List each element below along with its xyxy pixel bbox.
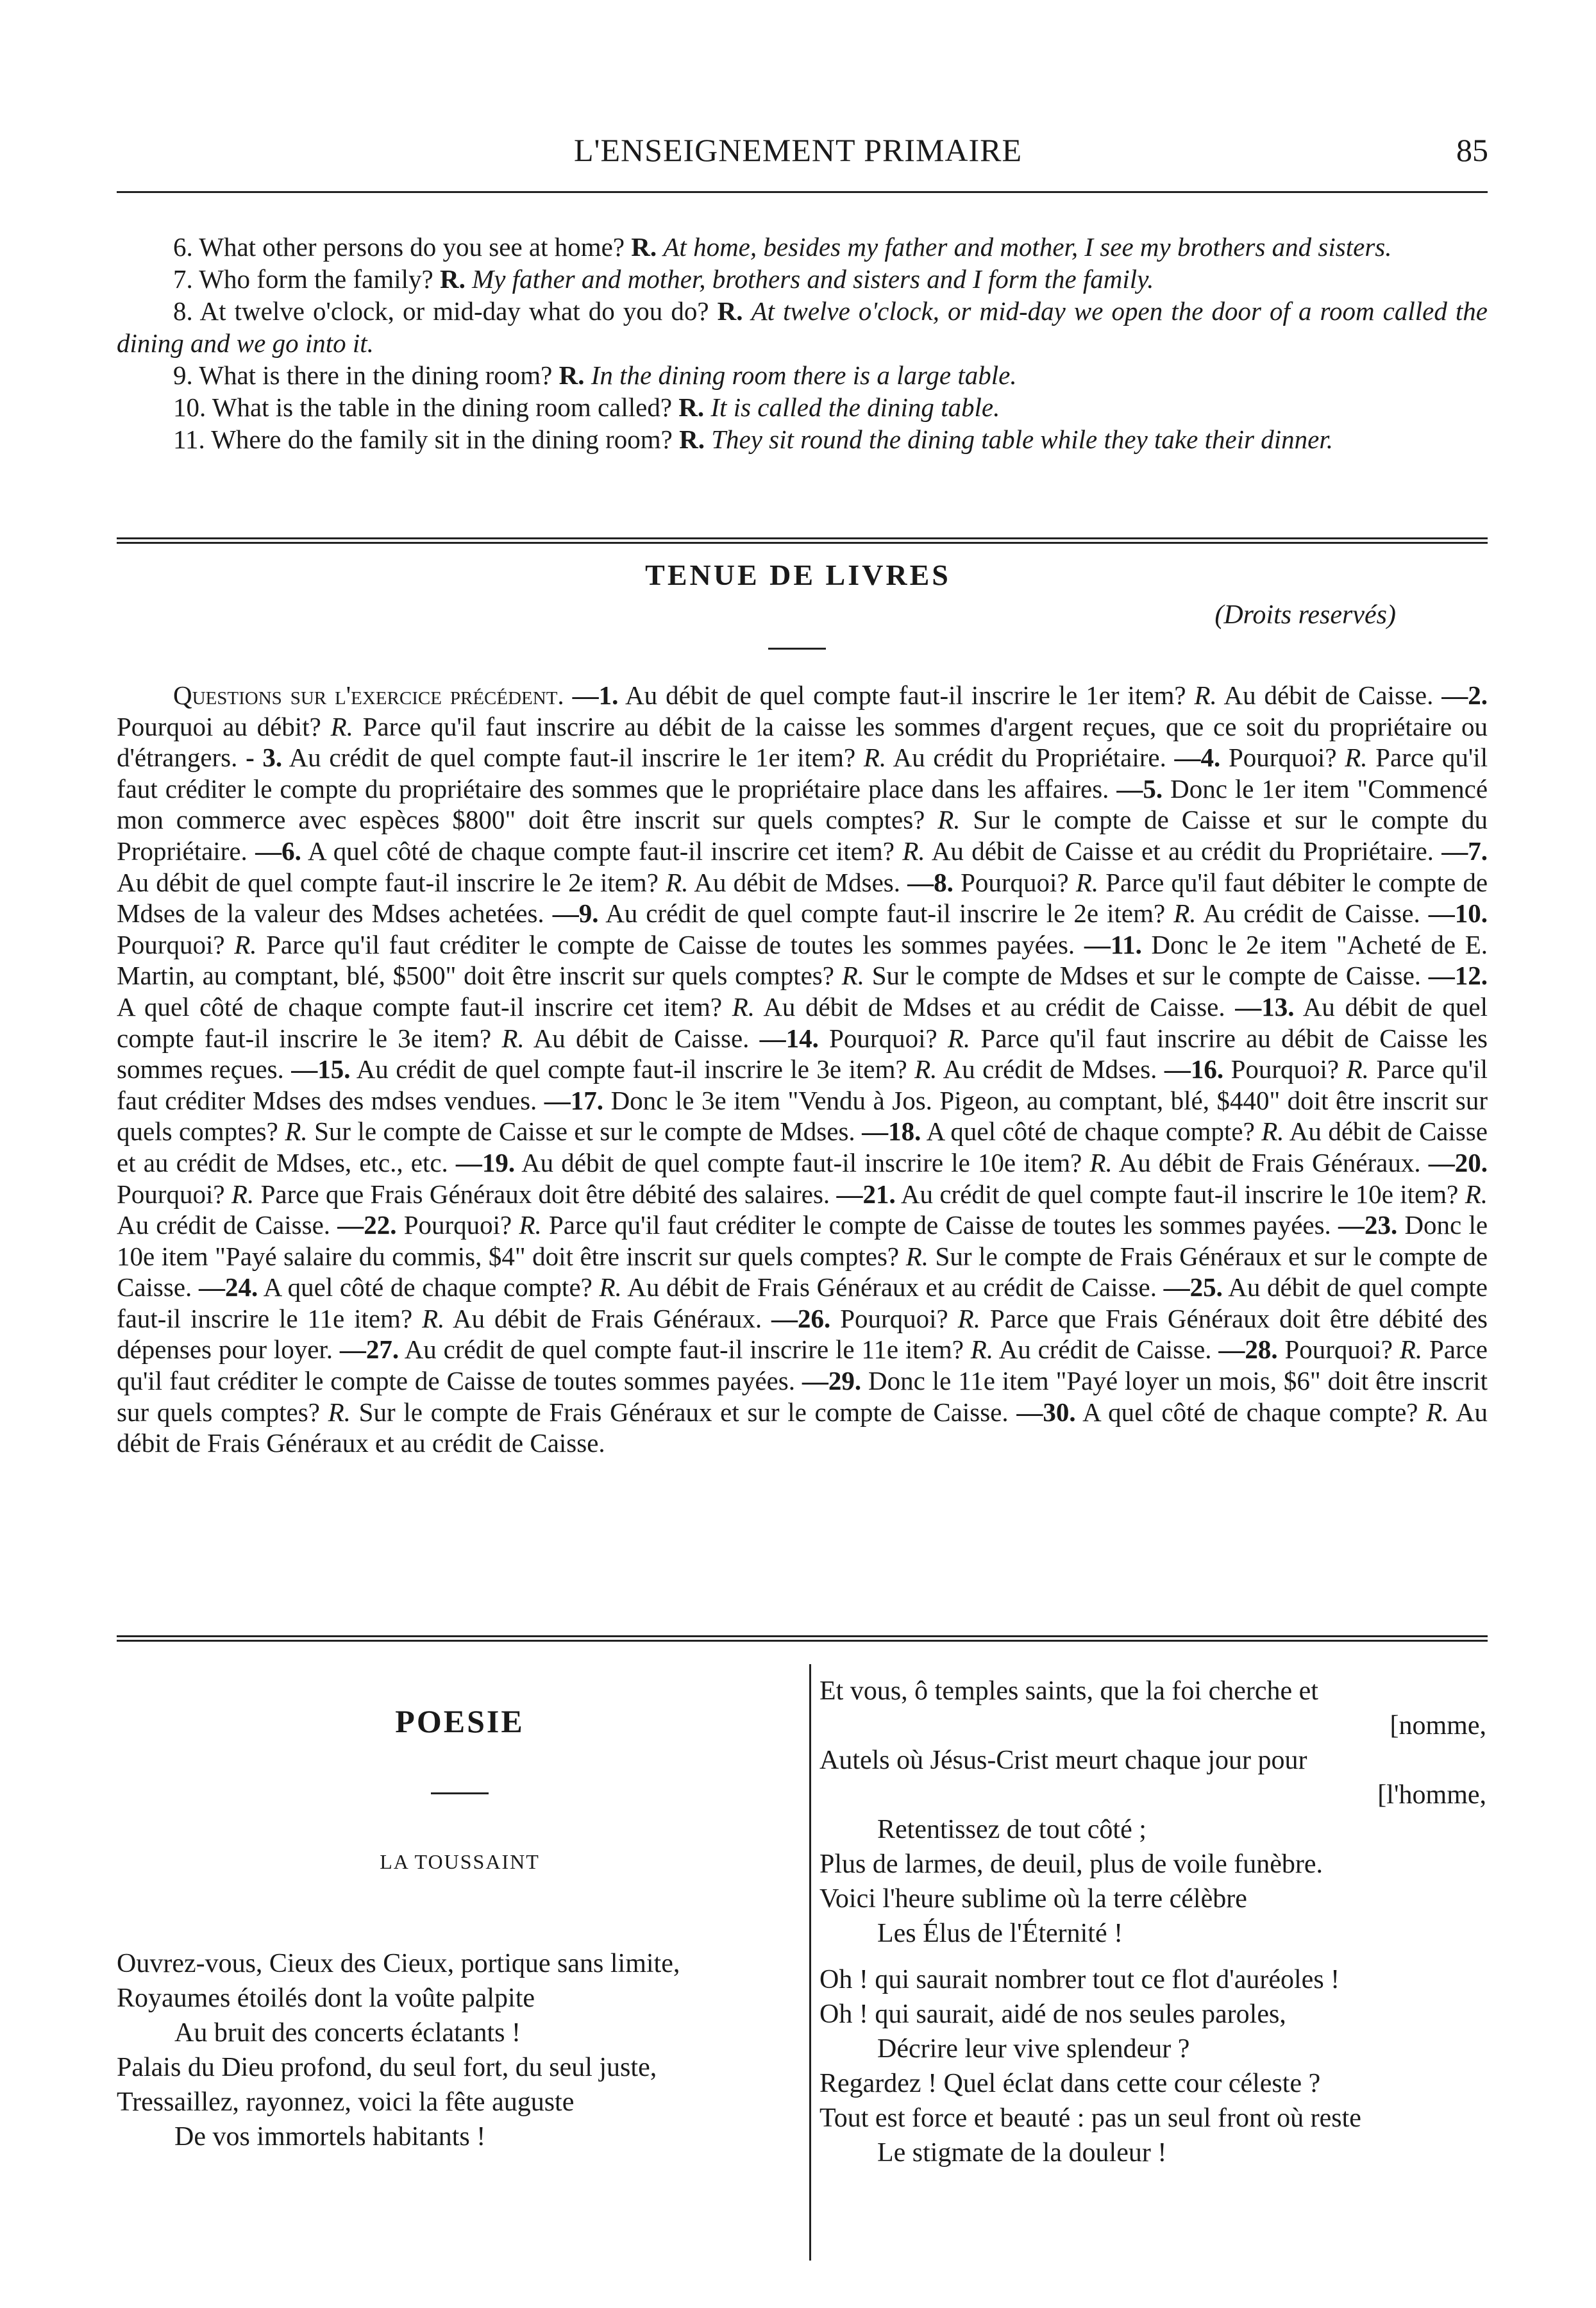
r-marker: R. (678, 392, 705, 422)
question: Pourquoi? (1228, 743, 1337, 773)
question-number: —14. (759, 1023, 819, 1053)
r-marker: R. (717, 296, 743, 326)
question: A quel côté de chaque compte? (926, 1116, 1255, 1147)
poem-line: Tressaillez, rayonnez, voici la fête auguste (117, 2087, 575, 2117)
section-double-rule-2 (117, 1635, 1488, 1642)
question-number: —8. (907, 867, 953, 897)
question-number: —21. (836, 1179, 896, 1209)
question: Donc le 11e item "Payé loyer un mois, $6" doit être inscrit sur quels comptes? (117, 1366, 1488, 1427)
question: Pourquoi au débit? (117, 711, 321, 741)
question-number: —22. (337, 1210, 397, 1240)
question: Au crédit de quel compte faut-il inscrire le 10e item? (900, 1179, 1459, 1209)
question: Pourquoi? (117, 1179, 225, 1209)
r-marker: R. (1089, 1147, 1113, 1177)
question: A quel côté de chaque compte faut-il inscrire cet item? (117, 991, 723, 1022)
poem-line: [l'homme, (1377, 1780, 1486, 1810)
r-marker: R. (1194, 680, 1217, 710)
question: 7. Who form the family? (173, 264, 433, 294)
answer: Au crédit de Mdses. (943, 1054, 1157, 1084)
question: Donc le 1er item "Commencé mon commerce avec espèces $800" doit être inscrit sur quels comptes? (117, 773, 1488, 835)
question: Au crédit de quel compte faut-il inscrire le 1er item? (289, 743, 856, 773)
qa-8 (117, 295, 1488, 359)
question-number: —2. (1441, 680, 1488, 710)
qa-item (284, 1054, 1157, 1084)
question-number: —4. (1174, 743, 1221, 773)
r-marker: R. (285, 1116, 308, 1147)
question-number: —6. (255, 836, 301, 866)
r-marker: R. (1465, 1179, 1488, 1209)
poem-line: Regardez ! Quel éclat dans cette cour céleste ? (819, 2069, 1321, 2098)
question: Au débit de quel compte faut-il inscrire le 10e item? (521, 1147, 1082, 1177)
question: Donc le 10e item "Payé salaire du commis, $4" doit être inscrit sur quels comptes? (117, 1210, 1488, 1271)
r-marker: R. (1075, 867, 1099, 897)
question: Donc le 2e item "Acheté de E. Martin, au comptant, blé, $500" doit être inscrit sur quels comptes? (117, 929, 1488, 991)
question: Au débit de quel compte faut-il inscrire le 2e item? (117, 867, 659, 897)
question: Pourquoi? (961, 867, 1069, 897)
question: Pourquoi? (117, 929, 225, 959)
r-marker: R. (1345, 743, 1368, 773)
r-marker: R. (957, 1303, 980, 1333)
question-number: —16. (1164, 1054, 1224, 1084)
poem-line: Ouvrez-vous, Cieux des Cieux, portique sans limite, (117, 1949, 680, 1978)
question-number: - 3. (246, 743, 283, 773)
question-number: —23. (1338, 1210, 1398, 1240)
question-number: —27. (339, 1335, 399, 1365)
r-marker: R. (1426, 1397, 1449, 1427)
r-marker: R. (1261, 1116, 1284, 1147)
poem-line: Autels où Jésus-Crist meurt chaque jour pour (819, 1746, 1307, 1775)
question-number: —12. (1428, 961, 1488, 991)
poem-left-column (117, 1946, 803, 2154)
r-marker: R. (1346, 1054, 1369, 1084)
r-marker: R. (501, 1023, 525, 1053)
r-marker: R. (234, 929, 257, 959)
answer: Parce qu'il faut créditer le compte du propriétaire des sommes que le propriétaire place dans les affaires. (117, 743, 1488, 804)
question-number: —25. (1163, 1272, 1223, 1302)
qa-item (544, 898, 1420, 928)
questions-intro: Questions sur l'exercice précédent. (173, 680, 564, 710)
answer: Sur le compte de Frais Généraux et sur le compte de Caisse. (117, 1241, 1488, 1302)
qa-item (192, 1272, 1157, 1302)
question-number: —9. (552, 898, 599, 929)
r-marker: R. (231, 1179, 255, 1209)
poem-line: Tout est force et beauté : pas un seul front où reste (819, 2103, 1361, 2133)
question: Donc le 3e item "Vendu à Jos. Pigeon, au comptant, blé, $440" doit être inscrit sur quels comptes? (117, 1085, 1488, 1147)
poem-line: Royaumes étoilés dont la voûte palpite (117, 1984, 535, 2013)
answer: Au débit de Mdses et au crédit de Caisse. (763, 991, 1225, 1022)
page-header-title: L'ENSEIGNEMENT PRIMAIRE (573, 132, 1023, 168)
qa-9 (117, 359, 1488, 391)
poem-line: Le stigmate de la douleur ! (877, 2138, 1167, 2168)
poem-line: Oh ! qui saurait, aidé de nos seules paroles, (819, 2000, 1286, 2029)
answer: Au débit de Mdses. (694, 867, 900, 897)
question: A quel côté de chaque compte faut-il inscrire cet item? (308, 836, 895, 866)
qa-item (248, 836, 1434, 866)
answer: Au crédit de Caisse. (1203, 898, 1420, 929)
answer: Au débit de Caisse. (533, 1023, 750, 1053)
section-title-tenue-de-livres: TENUE DE LIVRES (645, 559, 951, 591)
r-marker: R. (422, 1303, 445, 1333)
poem-line: [nomme, (1390, 1711, 1486, 1740)
r-marker: R. (863, 743, 887, 773)
rights-reserved: (Droits reservés) (1214, 600, 1396, 630)
page-number: 85 (1456, 132, 1488, 168)
answer: Au crédit du Propriétaire. (893, 743, 1166, 773)
question-number: —18. (862, 1116, 921, 1147)
column-divider (809, 1664, 811, 2261)
question: Pourquoi? (1231, 1054, 1340, 1084)
question: Au débit de quel compte faut-il inscrire le 3e item? (117, 991, 1488, 1053)
question: Pourquoi? (1284, 1335, 1393, 1365)
question: Au crédit de quel compte faut-il inscrire le 11e item? (404, 1335, 964, 1365)
answer: Sur le compte de Mdses et sur le compte de Caisse. (871, 961, 1422, 991)
r-marker: R. (328, 1397, 351, 1427)
answer: My father and mother, brothers and sisters and I form the family. (472, 264, 1154, 294)
question-number: —30. (1016, 1397, 1076, 1427)
answer: Parce que Frais Généraux doit être débité des dépenses pour loyer. (117, 1303, 1488, 1365)
answer: At twelve o'clock, or mid-day we open the door of a room called the dining and we go into it. (117, 296, 1488, 358)
answer: Au débit de Caisse et au crédit de Mdses, etc., etc. (117, 1116, 1488, 1177)
question-number: —28. (1218, 1335, 1278, 1365)
question: 8. At twelve o'clock, or mid-day what do you do? (173, 296, 709, 326)
answer: Parce que Frais Généraux doit être débité des salaires. (260, 1179, 830, 1209)
answer: Parce qu'il faut créditer le compte de Caisse de toutes les sommes payées. (548, 1210, 1331, 1240)
r-marker: R. (902, 836, 925, 866)
answer: Parce qu'il faut inscrire au débit de la caisse les sommes d'argent reçues, que ce soit du propriétaire ou d'étrangers. (117, 711, 1488, 773)
question-number: —13. (1235, 991, 1295, 1022)
r-marker: R. (599, 1272, 622, 1302)
answer: Au débit de Caisse et au crédit du Propriétaire. (931, 836, 1434, 866)
question: 9. What is there in the dining room? (173, 360, 553, 390)
qa-item (330, 1210, 1331, 1240)
poem-line: Voici l'heure sublime où la terre célèbre (819, 1884, 1247, 1914)
qa-item (573, 680, 1434, 710)
answer: Parce qu'il faut débiter le compte de Mdses de la valeur des Mdses achetées. (117, 867, 1488, 929)
answer: Au crédit de Caisse. (117, 1210, 331, 1240)
qa-item (237, 743, 1166, 772)
r-marker: R. (330, 711, 353, 741)
answer: Parce qu'il faut créditer Mdses des mdses vendues. (117, 1054, 1488, 1115)
question: A quel côté de chaque compte? (1082, 1397, 1418, 1427)
qa-item (333, 1335, 1212, 1364)
question: 11. Where do the family sit in the dining room? (173, 425, 673, 454)
answer: Au débit de Caisse. (1223, 680, 1434, 710)
r-marker: R. (732, 991, 755, 1022)
question-number: —20. (1428, 1147, 1488, 1177)
answer: Sur le compte de Frais Généraux et sur le compte de Caisse. (358, 1397, 1009, 1427)
r-marker: R. (559, 360, 585, 390)
question: Pourquoi? (403, 1210, 512, 1240)
poem-line: Décrire leur vive splendeur ? (877, 2034, 1190, 2064)
question-number: —15. (291, 1054, 351, 1084)
poem-line: Au bruit des concerts éclatants ! (174, 2018, 521, 2048)
answer: Parce qu'il faut inscrire au débit de Caisse les sommes reçues. (117, 1023, 1488, 1084)
section-double-rule (117, 537, 1488, 544)
poem-line: Plus de larmes, de deuil, plus de voile funèbre. (819, 1849, 1323, 1879)
question-number: —17. (544, 1085, 604, 1115)
question: 10. What is the table in the dining room called? (173, 392, 673, 422)
title-dash (768, 648, 826, 650)
r-marker: R. (519, 1210, 542, 1240)
poem-title: LA TOUSSAINT (380, 1850, 540, 1873)
poetry-title-dash (431, 1792, 489, 1794)
english-lesson (117, 231, 1488, 455)
answer: Sur le compte de Caisse et sur le compte du Propriétaire. (117, 805, 1488, 866)
r-marker: R. (947, 1023, 971, 1053)
answer: Au débit de Frais Généraux. (1118, 1147, 1421, 1177)
question: Pourquoi? (829, 1023, 937, 1053)
r-marker: R. (905, 1241, 928, 1271)
answer: Au crédit de Caisse. (998, 1335, 1212, 1365)
poem-line: Oh ! qui saurait nombrer tout ce flot d'auréoles ! (819, 1965, 1340, 1994)
question: Au débit de quel compte faut-il inscrire le 11e item? (117, 1272, 1488, 1333)
qa-6 (117, 231, 1488, 263)
r-marker: R. (679, 425, 705, 454)
poem-line: Palais du Dieu profond, du seul fort, du seul juste, (117, 2053, 657, 2082)
answer: Parce qu'il faut créditer le compte de Caisse de toutes sommes payées. (117, 1335, 1488, 1396)
answer: They sit round the dining table while they take their dinner. (711, 425, 1334, 454)
r-marker: R. (666, 867, 689, 897)
answer: It is called the dining table. (710, 392, 1000, 422)
r-marker: R. (439, 264, 466, 294)
question: 6. What other persons do you see at home? (173, 232, 625, 262)
answer: At home, besides my father and mother, I see my brothers and sisters. (663, 232, 1392, 262)
question: Pourquoi? (840, 1303, 948, 1333)
question: Au crédit de quel compte faut-il inscrire le 3e item? (356, 1054, 907, 1084)
poem-right-column (819, 1674, 1486, 2170)
question-number: —11. (1084, 929, 1142, 959)
question-number: —26. (771, 1303, 831, 1333)
qa-11 (117, 423, 1488, 455)
answer: Au débit de Frais Généraux et au crédit de Caisse. (117, 1397, 1488, 1458)
r-marker: R. (1399, 1335, 1423, 1365)
question-number: —7. (1441, 836, 1488, 866)
r-marker: R. (937, 805, 961, 835)
question-number: —1. (572, 680, 619, 710)
question-number: —29. (802, 1366, 862, 1396)
qa-7 (117, 263, 1488, 295)
question-number: —10. (1428, 898, 1488, 929)
r-marker: R. (841, 961, 864, 991)
stanza-gap (819, 1951, 1486, 1962)
header-rule (117, 191, 1488, 193)
r-marker: R. (970, 1335, 994, 1365)
qa-10 (117, 391, 1488, 423)
poem-line: De vos immortels habitants ! (174, 2122, 486, 2152)
question: A quel côté de chaque compte? (263, 1272, 592, 1302)
poetry-title: POESIE (395, 1703, 525, 1739)
question-number: —5. (1116, 773, 1163, 804)
answer: Parce qu'il faut créditer le compte de Caisse de toutes les sommes payées. (266, 929, 1075, 959)
answer: Sur le compte de Caisse et sur le compte de Mdses. (314, 1116, 855, 1147)
bookkeeping-questions (117, 680, 1488, 1459)
poem-line: Les Élus de l'Éternité ! (877, 1919, 1123, 1948)
question: Au crédit de quel compte faut-il inscrire le 2e item? (605, 898, 1166, 929)
r-marker: R. (914, 1054, 937, 1084)
answer: In the dining room there is a large table. (591, 360, 1017, 390)
poem-line: Retentissez de tout côté ; (877, 1815, 1147, 1844)
answer: Au débit de Frais Généraux. (453, 1303, 762, 1333)
r-marker: R. (1173, 898, 1197, 929)
question-number: —19. (455, 1147, 516, 1177)
poem-line: Et vous, ô temples saints, que la foi cherche et (819, 1676, 1318, 1706)
answer: Au débit de Frais Généraux et au crédit de Caisse. (627, 1272, 1157, 1302)
question-number: —24. (198, 1272, 258, 1302)
question: Au débit de quel compte faut-il inscrire le 1er item? (625, 680, 1186, 710)
r-marker: R. (631, 232, 657, 262)
qa-item (448, 1148, 1421, 1177)
